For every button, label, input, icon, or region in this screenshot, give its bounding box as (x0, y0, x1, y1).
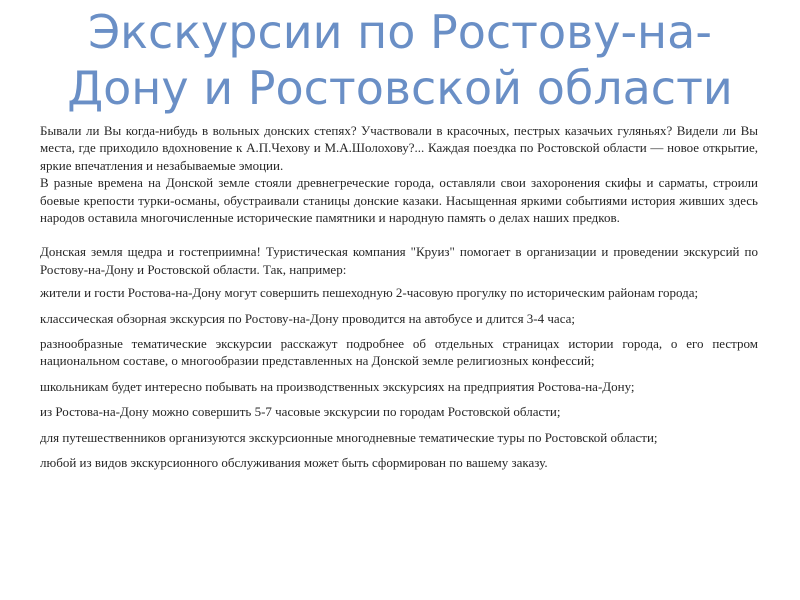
excursion-list (40, 284, 758, 471)
slide-body (40, 122, 758, 480)
company-paragraph: Донская земля щедра и гостеприимна! Туристическая компания "Круиз" помогает в организации и проведении экскурсий по Ростову-на-Дону и Ростовской области. Так, например: (40, 244, 758, 277)
list-item: жители и гости Ростова-на-Дону могут совершить пешеходную 2-часовую прогулку по историческим районам города; (40, 285, 699, 301)
list-item: любой из видов экскурсионного обслуживания может быть сформирован по вашему заказу. (40, 455, 548, 471)
slide-title (20, 4, 780, 116)
paragraph-gap (40, 226, 758, 243)
list-item: разнообразные тематические экскурсии расскажут подробнее об отдельных страницах истории города, о его пестром национальном составе, о многообразии представленных на Донской земле религиозных конфессий; (40, 336, 758, 369)
intro-paragraph-2: В разные времена на Донской земле стояли древнегреческие города, оставляли свои захоронения скифы и сарматы, строили боевые крепости турки-османы, обустраивали станицы донские казаки. Насыщенная яркими событиями история живших здесь народов оставила многочисленные исторические памятники и народную память о делах наших предков. (40, 175, 758, 226)
list-item: из Ростова-на-Дону можно совершить 5-7 часовые экскурсии по городам Ростовской области; (40, 404, 561, 420)
list-item: классическая обзорная экскурсия по Ростову-на-Дону проводится на автобусе и длится 3-4 часа; (40, 310, 576, 326)
title-line-2: Дону и Ростовской области (67, 61, 733, 115)
list-item: школьникам будет интересно побывать на производственных экскурсиях на предприятия Ростова-на-Дону; (40, 378, 635, 394)
list-item: для путешественников организуются экскурсионные многодневные тематические туры по Ростовской области; (40, 429, 658, 445)
intro-paragraph-1: Бывали ли Вы когда-нибудь в вольных донских степях? Участвовали в красочных, пестрых казачьих гуляньях? Видели ли Вы места, где приходило вдохновение к А.П.Чехову и М.А.Шолохову?... Каждая поездка по Ростовской области — новое открытие, яркие впечатления и незабываемые эмоции. (40, 123, 758, 173)
title-line-1: Экскурсии по Ростову-на- (88, 5, 712, 59)
